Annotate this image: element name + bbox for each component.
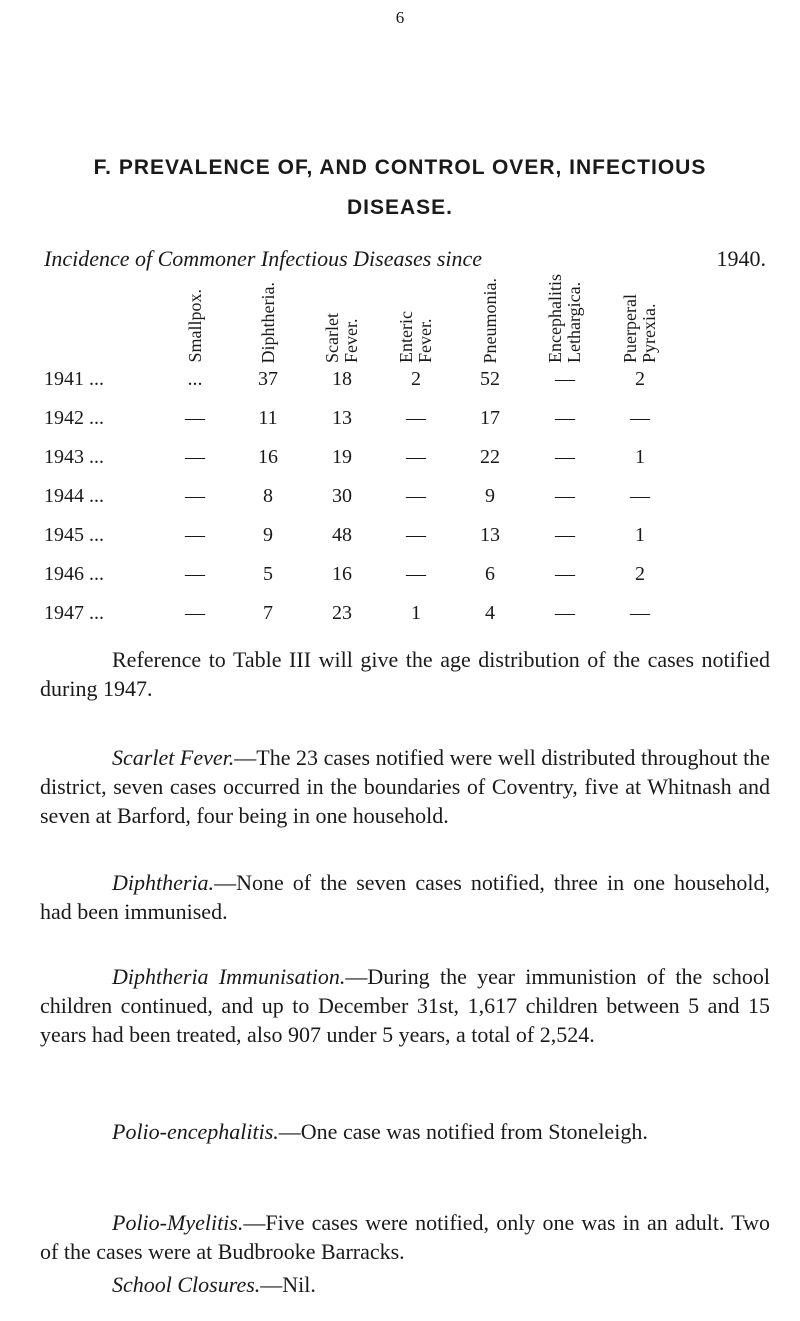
table-cell: — xyxy=(185,407,205,429)
row-year: 1943 ... xyxy=(44,446,104,468)
table-cell: 19 xyxy=(332,446,352,468)
table-cell: 1 xyxy=(635,524,645,546)
table-cell: 37 xyxy=(258,368,278,390)
table-row xyxy=(0,446,800,476)
table-cell: — xyxy=(555,563,575,585)
table-cell: — xyxy=(555,602,575,624)
section-heading: F. PREVALENCE OF, AND CONTROL OVER, INFECTIOUS xyxy=(93,156,707,179)
column-header xyxy=(320,283,364,363)
table-cell: 17 xyxy=(480,407,500,429)
table-cell: 8 xyxy=(263,485,273,507)
table-cell: 9 xyxy=(485,485,495,507)
column-header xyxy=(618,283,662,363)
table-cell: 22 xyxy=(480,446,500,468)
paragraph-lead: Diphtheria. xyxy=(112,870,215,895)
column-header-label: Pneumonia. xyxy=(479,277,500,363)
table-cell: 1 xyxy=(411,602,421,624)
table-cell: — xyxy=(185,563,205,585)
column-header-label: Encephalitis Lethargica. xyxy=(545,274,584,363)
table-cell: 30 xyxy=(332,485,352,507)
table-row xyxy=(0,524,800,554)
table-cell: 1 xyxy=(635,446,645,468)
row-year: 1945 ... xyxy=(44,524,104,546)
table-cell: — xyxy=(555,407,575,429)
paragraph-text: —During the year immunistion of the school children continued, and up to December 31st, 1,617 children between 5 and 15 years had been treated, also 907 under 5 years, a total of 2,524. xyxy=(40,964,770,1047)
table-cell: 4 xyxy=(485,602,495,624)
paragraph-text: —One case was notified from Stoneleigh. xyxy=(278,1119,648,1144)
paragraph-text: Reference to Table III will give the age distribution of the cases notified during 1947. xyxy=(40,647,770,701)
table-cell: — xyxy=(406,446,426,468)
paragraph-lead: Scarlet Fever. xyxy=(112,745,235,770)
table-cell: — xyxy=(406,563,426,585)
paragraph-text: —The 23 cases notified were well distributed throughout the district, seven cases occurred in the boundaries of Coventry, five at Whitnash and seven at Barford, four being in one household. xyxy=(40,745,771,828)
table-cell: — xyxy=(185,524,205,546)
table-row xyxy=(0,602,800,632)
column-header xyxy=(543,274,587,363)
row-year: 1942 ... xyxy=(44,407,104,429)
table-row xyxy=(0,563,800,593)
table-cell: — xyxy=(185,446,205,468)
table-cell: 2 xyxy=(635,563,645,585)
table-cell: 7 xyxy=(263,602,273,624)
paragraph-polio-encephalitis xyxy=(40,1117,770,1146)
paragraph-lead: Polio-encephalitis. xyxy=(112,1119,279,1144)
table-cell: — xyxy=(406,485,426,507)
table-cell: 16 xyxy=(258,446,278,468)
table-cell: 2 xyxy=(411,368,421,390)
column-header-label: Enteric Fever. xyxy=(396,311,435,363)
table-title xyxy=(44,246,766,272)
column-header xyxy=(394,283,438,363)
page-number: 6 xyxy=(395,8,405,27)
table-row xyxy=(0,368,800,398)
row-year: 1946 ... xyxy=(44,563,104,585)
table-cell: 13 xyxy=(332,407,352,429)
paragraph-scarlet-fever xyxy=(40,743,770,830)
table-cell: — xyxy=(555,368,575,390)
row-year: 1944 ... xyxy=(44,485,104,507)
table-cell: 13 xyxy=(480,524,500,546)
table-cell: — xyxy=(185,602,205,624)
table-cell: — xyxy=(630,485,650,507)
column-header-label: Diphtheria. xyxy=(257,281,278,363)
paragraph-school-closures xyxy=(40,1270,770,1299)
table-cell: — xyxy=(555,485,575,507)
table-cell: — xyxy=(630,602,650,624)
table-row xyxy=(0,485,800,515)
table-title-year: 1940. xyxy=(716,246,766,271)
table-cell: 9 xyxy=(263,524,273,546)
table-cell: 18 xyxy=(332,368,352,390)
paragraph-text: —None of the seven cases notified, three in one household, had been immunised. xyxy=(40,870,770,924)
table-cell: 48 xyxy=(332,524,352,546)
table-cell: — xyxy=(555,446,575,468)
table-cell: 16 xyxy=(332,563,352,585)
paragraph-reference xyxy=(40,645,770,703)
paragraph-polio-myelitis xyxy=(40,1208,770,1266)
column-header xyxy=(468,277,512,363)
column-header xyxy=(173,283,217,363)
table-cell: 6 xyxy=(485,563,495,585)
table-cell: 11 xyxy=(258,407,278,429)
row-year: 1947 ... xyxy=(44,602,104,624)
paragraph-lead: School Closures. xyxy=(112,1272,261,1297)
paragraph-text: —Nil. xyxy=(260,1272,316,1297)
table-cell: 52 xyxy=(480,368,500,390)
table-cell: — xyxy=(185,485,205,507)
table-cell: ... xyxy=(187,368,203,390)
column-header-label: Puerperal Pyrexia. xyxy=(620,294,659,363)
row-year: 1941 ... xyxy=(44,368,104,390)
section-heading-continued: DISEASE. xyxy=(346,196,454,219)
table-cell: 2 xyxy=(635,368,645,390)
table-cell: 23 xyxy=(332,602,352,624)
table-cell: — xyxy=(406,524,426,546)
table-title-text: Incidence of Commoner Infectious Diseases since xyxy=(44,246,483,271)
paragraph-text: —Five cases were notified, only one was in an adult. Two of the cases were at Budbrooke Barracks. xyxy=(40,1210,770,1264)
paragraph-lead: Polio-Myelitis. xyxy=(112,1210,244,1235)
table-cell: 5 xyxy=(263,563,273,585)
column-header-label: Scarlet Fever. xyxy=(322,313,361,363)
paragraph-diphtheria xyxy=(40,868,770,926)
table-cell: — xyxy=(630,407,650,429)
table-cell: — xyxy=(555,524,575,546)
table-row xyxy=(0,407,800,437)
table-cell: — xyxy=(406,407,426,429)
column-header xyxy=(246,283,290,363)
paragraph-lead: Diphtheria Immunisation. xyxy=(112,964,346,989)
column-header-label: Smallpox. xyxy=(184,289,205,363)
paragraph-diphtheria-immunisation xyxy=(40,962,770,1049)
